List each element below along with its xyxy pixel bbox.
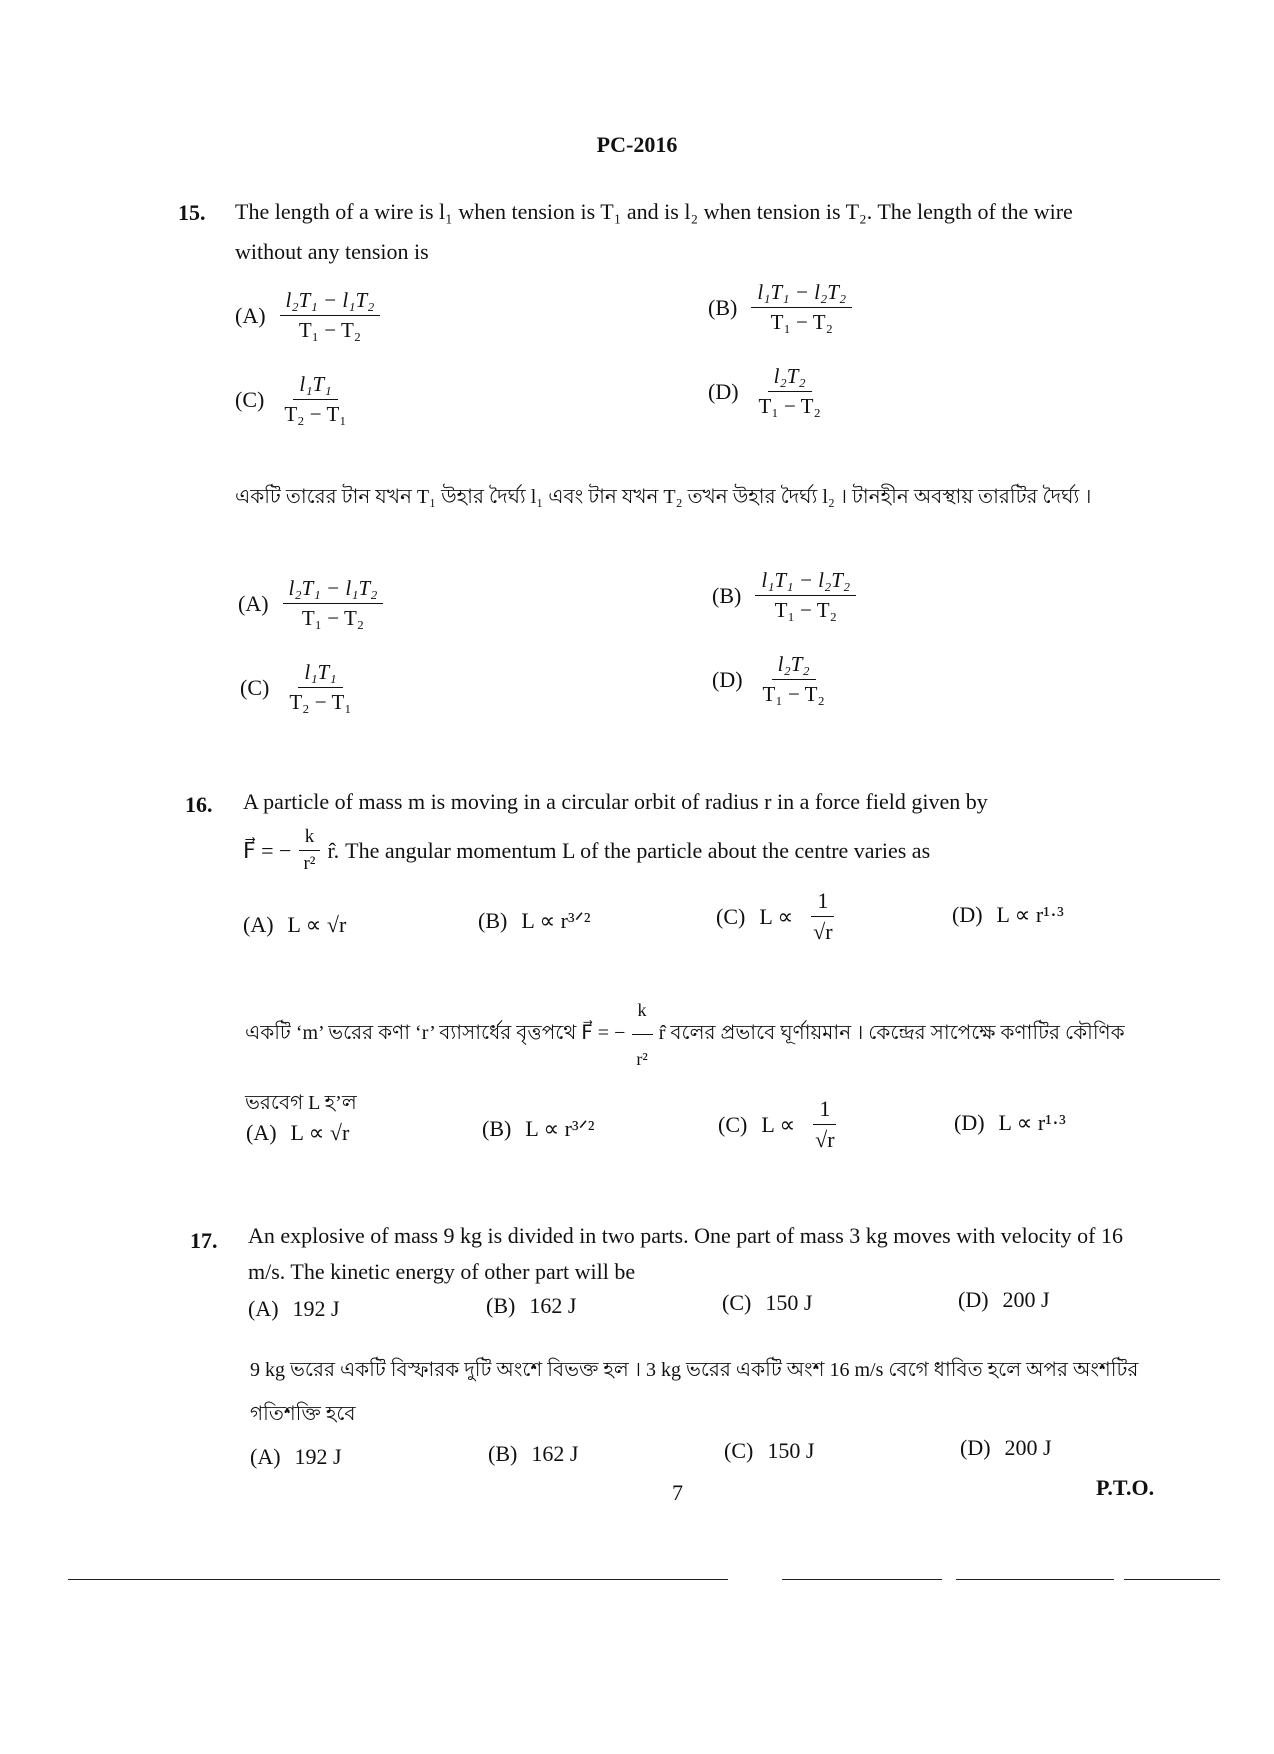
page-number: 7	[672, 1480, 683, 1505]
option-value: 162 J	[531, 1441, 579, 1466]
option-label: (A)	[243, 912, 274, 937]
q15-bn-option-c	[240, 660, 358, 715]
option-label: (B)	[478, 908, 508, 933]
question-16-number: 16.	[185, 792, 213, 817]
option-label: (C)	[716, 903, 746, 929]
option-label: (C)	[718, 1111, 748, 1137]
q15-bn-option-a	[238, 576, 383, 631]
q15-en-option-c	[235, 372, 353, 427]
question-17-text-en: An explosive of mass 9 kg is divided in two parts. One part of mass 3 kg moves with velocity of 16 m/s. The kinetic energy of other part will be	[248, 1223, 1123, 1284]
option-label: (B)	[482, 1116, 512, 1141]
fraction-numerator: l₁T₁ − l₂T₂	[751, 280, 852, 308]
option-value: 200 J	[1004, 1435, 1052, 1460]
option-label: (C)	[724, 1438, 754, 1463]
q17-en-option-d	[958, 1287, 1050, 1313]
q16-en-option-d	[952, 902, 1064, 928]
option-fraction	[280, 288, 381, 343]
fraction-denominator: r²	[636, 1049, 648, 1069]
bn-force-fraction	[630, 988, 653, 1081]
fraction-numerator: l₂T₂	[772, 652, 816, 680]
fraction-numerator: 1	[811, 888, 834, 917]
option-label: (D)	[708, 378, 739, 404]
option-label: (A)	[238, 590, 269, 616]
option-value: L ∝ r³ᐟ²	[525, 1116, 595, 1141]
option-label: (B)	[486, 1293, 516, 1318]
q17-en-option-a	[248, 1296, 340, 1322]
q16-bn-option-d	[954, 1110, 1066, 1136]
q17-bn-option-c	[724, 1438, 814, 1464]
option-fraction	[278, 372, 352, 427]
option-value: L ∝ r¹·³	[996, 902, 1064, 927]
option-value: L ∝ r³ᐟ²	[521, 908, 591, 933]
q15-en-option-a	[235, 288, 380, 343]
footer-rule	[68, 1579, 728, 1580]
fraction-numerator: k	[632, 988, 653, 1035]
option-fraction	[807, 888, 838, 945]
fraction-denominator: T₁ − T₂	[301, 606, 365, 630]
q16-en-option-a	[243, 912, 346, 938]
option-fraction	[283, 660, 357, 715]
q15-en-option-d	[708, 364, 827, 419]
footer-rule	[1124, 1579, 1220, 1580]
bn-text-part1: একটি ‘m’ ভরের কণা ‘r’ ব্যাসার্ধের বৃত্তপথে	[245, 1022, 577, 1045]
q16-en-option-b	[478, 908, 591, 934]
option-label: (B)	[708, 294, 738, 320]
q16-bn-option-b	[482, 1116, 595, 1142]
option-label: (B)	[712, 582, 742, 608]
option-value: L ∝ r¹·³	[998, 1110, 1066, 1135]
option-label: (A)	[235, 302, 266, 328]
question-16-text-en-line2	[243, 826, 930, 875]
option-label: (C)	[722, 1290, 752, 1315]
question-16-text-en-tail: The angular momentum L of the particle about the centre varies as	[345, 837, 931, 863]
q17-bn-option-b	[488, 1441, 578, 1467]
q17-en-option-b	[486, 1293, 576, 1319]
fraction-numerator: l₁T₁	[298, 660, 342, 688]
question-16-text-bn	[245, 988, 1150, 1125]
option-fraction	[757, 652, 831, 707]
fraction-denominator: T₁ − T₂	[298, 318, 362, 342]
bn-text-part2: বলের প্রভাবে ঘূর্ণায়মান । কেন্দ্রের সাপেক্ষে কণাটির কৌণিক ভরবেগ L হ’ল	[245, 1022, 1125, 1114]
fraction-denominator: T₁ − T₂	[774, 598, 837, 622]
option-value: L ∝ √r	[290, 1120, 350, 1145]
option-fraction	[751, 280, 852, 335]
option-label: (C)	[235, 386, 265, 412]
option-label: (D)	[952, 902, 983, 927]
option-value: 150 J	[767, 1438, 815, 1463]
question-15-number: 15.	[178, 200, 206, 225]
q16-bn-option-a	[246, 1120, 349, 1146]
fraction-numerator: l₂T₁ − l₁T₂	[280, 288, 381, 316]
q17-bn-option-a	[250, 1444, 342, 1470]
question-15-text-bn: একটি তারের টান যখন T₁ উহার দৈর্ঘ্য l₁ এবং টান যখন T₂ তখন উহার দৈর্ঘ্য l₂ । টানহীন অবস্থায় তারটির দৈর্ঘ্য ।	[235, 486, 1092, 508]
fraction-numerator: l₁T₁	[293, 372, 337, 400]
q16-en-option-c	[716, 888, 839, 945]
fraction-numerator: k	[299, 826, 321, 851]
option-value: 150 J	[765, 1290, 813, 1315]
page-header: PC-2016	[596, 132, 678, 157]
fraction-denominator: √r	[813, 919, 833, 944]
question-16-text-en-line1: A particle of mass m is moving in a circular orbit of radius r in a force field given by	[243, 789, 988, 814]
option-label: (D)	[958, 1287, 989, 1312]
fraction-numerator: 1	[813, 1096, 836, 1125]
fraction-denominator: √r	[815, 1127, 835, 1152]
fraction-denominator: T₁ − T₂	[762, 682, 825, 706]
footer-rule	[782, 1579, 942, 1580]
fraction-denominator: T₁ − T₂	[770, 310, 833, 334]
bn-force-rhs: r̂	[658, 1022, 666, 1045]
q17-bn-option-d	[960, 1435, 1052, 1461]
option-label: (D)	[954, 1110, 985, 1135]
option-value: 192 J	[294, 1444, 342, 1469]
q15-bn-option-d	[712, 652, 831, 707]
fraction-denominator: T₂ − T₁	[289, 690, 352, 714]
q15-en-option-b	[708, 280, 852, 335]
q17-en-option-c	[722, 1290, 812, 1316]
question-17-number: 17.	[190, 1228, 218, 1253]
option-label: (B)	[488, 1441, 518, 1466]
force-lhs: F⃗ = −	[243, 837, 292, 863]
force-fraction	[297, 826, 321, 875]
question-17-text-bn: 9 kg ভরের একটি বিস্ফারক দুটি অংশে বিভক্ত হল । 3 kg ভরের একটি অংশ 16 m/s বেগে ধাবিত হলে অপর অংশটির গতিশক্তি হবে	[250, 1359, 1139, 1425]
force-rhs: r̂.	[327, 837, 340, 863]
fraction-denominator: T₁ − T₂	[758, 394, 821, 418]
fraction-denominator: T₂ − T₁	[284, 402, 347, 426]
option-value: L ∝ √r	[287, 912, 347, 937]
option-fraction	[809, 1096, 840, 1153]
fraction-numerator: l₂T₁ − l₁T₂	[283, 576, 384, 604]
footer-rule	[956, 1579, 1114, 1580]
fraction-denominator: r²	[303, 853, 316, 874]
option-value-prefix: L ∝	[761, 1111, 796, 1137]
option-fraction	[283, 576, 384, 631]
pto-label: P.T.O.	[1096, 1475, 1155, 1500]
option-label: (D)	[960, 1435, 991, 1460]
option-value: 200 J	[1002, 1287, 1050, 1312]
option-value: 162 J	[529, 1293, 577, 1318]
question-15-text-en: The length of a wire is l₁ when tension is T₁ and is l₂ when tension is T₂. The length of the wire without any tension is	[235, 199, 1073, 264]
bn-force-lhs: F⃗ = −	[581, 1022, 626, 1045]
option-label: (A)	[250, 1444, 281, 1469]
q16-bn-option-c	[718, 1096, 841, 1153]
fraction-numerator: l₁T₁ − l₂T₂	[755, 568, 856, 596]
option-label: (D)	[712, 666, 743, 692]
fraction-numerator: l₂T₂	[768, 364, 812, 392]
q15-bn-option-b	[712, 568, 856, 623]
option-value: 192 J	[292, 1296, 340, 1321]
option-value-prefix: L ∝	[759, 903, 794, 929]
option-label: (A)	[246, 1120, 277, 1145]
option-fraction	[755, 568, 856, 623]
option-label: (A)	[248, 1296, 279, 1321]
option-fraction	[753, 364, 827, 419]
option-label: (C)	[240, 674, 270, 700]
